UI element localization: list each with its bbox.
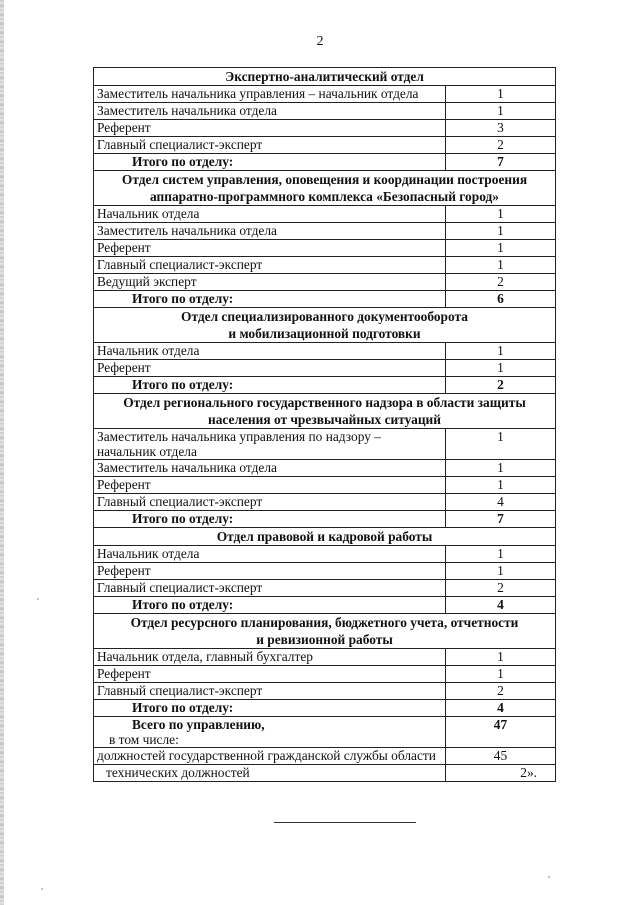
department-total-label: Итого по отделу:	[94, 154, 446, 171]
position-row	[94, 240, 556, 257]
scan-edge	[0, 0, 4, 905]
position-count: 1	[446, 477, 556, 494]
position-count: 2	[446, 683, 556, 700]
department-title	[94, 614, 556, 649]
department-total-count: 7	[446, 511, 556, 528]
department-total-row	[94, 511, 556, 528]
position-row	[94, 103, 556, 120]
department-total-count: 7	[446, 154, 556, 171]
position-name	[94, 343, 446, 360]
grand-total-row	[94, 717, 556, 748]
position-name-line: Заместитель начальника отдела	[97, 460, 277, 475]
department-title-line: и ревизионной работы	[256, 632, 393, 647]
position-name	[94, 360, 446, 377]
position-name	[94, 257, 446, 274]
position-name-line: Референт	[97, 666, 151, 681]
position-count: 1	[446, 649, 556, 666]
position-name-line: Заместитель начальника управления по надзору –	[97, 429, 381, 444]
position-name-line: Главный специалист-эксперт	[97, 494, 263, 509]
department-header-row	[94, 528, 556, 546]
department-title-line: Отдел ресурсного планирования, бюджетного учета, отчетности	[130, 615, 519, 630]
position-count: 1	[446, 460, 556, 477]
position-name	[94, 429, 446, 460]
page-number: 2	[316, 34, 324, 49]
scan-speck	[41, 888, 43, 890]
breakdown-label: должностей государственной гражданской службы области	[94, 748, 446, 765]
position-row	[94, 649, 556, 666]
position-row	[94, 580, 556, 597]
position-count: 1	[446, 240, 556, 257]
department-total-label: Итого по отделу:	[94, 597, 446, 614]
position-name-line: Заместитель начальника отдела	[97, 223, 277, 238]
position-count: 1	[446, 103, 556, 120]
position-name-line: Начальник отдела	[97, 206, 200, 221]
department-title	[94, 171, 556, 206]
position-name	[94, 137, 446, 154]
department-title-line: аппаратно-программного комплекса «Безопасный город»	[150, 189, 499, 204]
position-name	[94, 223, 446, 240]
department-title-line: Отдел систем управления, оповещения и координации построения	[121, 172, 528, 187]
position-count: 2	[446, 137, 556, 154]
staffing-table	[93, 67, 556, 782]
position-count: 1	[446, 223, 556, 240]
position-count: 1	[446, 360, 556, 377]
position-name	[94, 240, 446, 257]
position-row	[94, 120, 556, 137]
grand-total-label	[94, 717, 446, 748]
department-title-line: Отдел специализированного документооборота	[181, 309, 468, 324]
department-title	[94, 528, 556, 546]
position-count: 2	[446, 274, 556, 291]
position-name-line: Главный специалист-эксперт	[97, 683, 263, 698]
position-name-line: Главный специалист-эксперт	[97, 137, 263, 152]
position-row	[94, 477, 556, 494]
position-count: 1	[446, 563, 556, 580]
position-count: 4	[446, 494, 556, 511]
department-header-row	[94, 308, 556, 343]
position-row	[94, 546, 556, 563]
breakdown-count: 2».	[446, 765, 556, 782]
department-total-row	[94, 597, 556, 614]
position-row	[94, 683, 556, 700]
position-count: 1	[446, 257, 556, 274]
position-count: 1	[446, 546, 556, 563]
department-total-label: Итого по отделу:	[94, 700, 446, 717]
grand-total-title: Всего по управлению,	[132, 717, 265, 732]
scan-speck	[548, 876, 550, 878]
position-name	[94, 206, 446, 223]
position-row	[94, 429, 556, 460]
department-total-count: 2	[446, 377, 556, 394]
position-name-line: Референт	[97, 120, 151, 135]
grand-total-sublabel: в том числе:	[109, 732, 179, 747]
position-count: 3	[446, 120, 556, 137]
position-name-line: Референт	[97, 240, 151, 255]
department-header-row	[94, 171, 556, 206]
position-name-line: Референт	[97, 563, 151, 578]
department-total-label: Итого по отделу:	[94, 377, 446, 394]
department-total-label: Итого по отделу:	[94, 511, 446, 528]
position-row	[94, 460, 556, 477]
position-row	[94, 223, 556, 240]
position-row	[94, 666, 556, 683]
position-row	[94, 494, 556, 511]
department-title	[94, 68, 556, 86]
department-total-count: 4	[446, 597, 556, 614]
department-header-row	[94, 68, 556, 86]
position-name	[94, 460, 446, 477]
position-name-line: Главный специалист-эксперт	[97, 257, 263, 272]
position-row	[94, 86, 556, 103]
department-total-count: 4	[446, 700, 556, 717]
position-count: 1	[446, 429, 556, 460]
position-name-line: Ведущий эксперт	[97, 274, 197, 289]
position-row	[94, 257, 556, 274]
position-name-line: начальник отдела	[97, 444, 197, 459]
footer-divider	[274, 822, 416, 823]
department-total-label: Итого по отделу:	[94, 291, 446, 308]
position-name	[94, 580, 446, 597]
position-name-line: Начальник отдела, главный бухгалтер	[97, 649, 313, 664]
position-name	[94, 666, 446, 683]
position-name-line: Главный специалист-эксперт	[97, 580, 263, 595]
grand-total-count: 47	[446, 717, 556, 748]
position-name	[94, 103, 446, 120]
position-name	[94, 274, 446, 291]
department-total-row	[94, 154, 556, 171]
position-name	[94, 120, 446, 137]
position-name-line: Заместитель начальника отдела	[97, 103, 277, 118]
position-count: 1	[446, 666, 556, 683]
grand-total-breakdown-row	[94, 748, 556, 765]
department-title	[94, 394, 556, 429]
position-row	[94, 343, 556, 360]
breakdown-count: 45	[446, 748, 556, 765]
position-name-line: Начальник отдела	[97, 343, 200, 358]
department-total-row	[94, 700, 556, 717]
department-title-line: населения от чрезвычайных ситуаций	[208, 412, 441, 427]
position-count: 1	[446, 343, 556, 360]
position-name-line: Референт	[97, 477, 151, 492]
position-row	[94, 206, 556, 223]
position-row	[94, 360, 556, 377]
scan-speck	[37, 598, 39, 600]
position-row	[94, 563, 556, 580]
position-name-line: Заместитель начальника управления – начальник отдела	[97, 86, 419, 101]
department-header-row	[94, 394, 556, 429]
department-title-line: и мобилизационной подготовки	[228, 326, 421, 341]
department-title	[94, 308, 556, 343]
position-row	[94, 274, 556, 291]
department-title-line: Отдел регионального государственного надзора в области защиты	[123, 395, 526, 410]
position-name	[94, 477, 446, 494]
position-count: 1	[446, 206, 556, 223]
department-total-row	[94, 291, 556, 308]
position-count: 2	[446, 580, 556, 597]
position-name-line: Начальник отдела	[97, 546, 200, 561]
staffing-table-body	[94, 68, 556, 782]
grand-total-breakdown-row	[94, 765, 556, 782]
position-name	[94, 649, 446, 666]
position-name	[94, 683, 446, 700]
position-name	[94, 563, 446, 580]
department-total-count: 6	[446, 291, 556, 308]
position-name	[94, 546, 446, 563]
breakdown-label: технических должностей	[94, 765, 446, 782]
department-header-row	[94, 614, 556, 649]
position-count: 1	[446, 86, 556, 103]
department-total-row	[94, 377, 556, 394]
position-name-line: Референт	[97, 360, 151, 375]
position-name	[94, 494, 446, 511]
position-row	[94, 137, 556, 154]
position-name	[94, 86, 446, 103]
department-title-line: Отдел правовой и кадровой работы	[216, 529, 433, 544]
department-title-line: Экспертно-аналитический отдел	[225, 69, 424, 84]
